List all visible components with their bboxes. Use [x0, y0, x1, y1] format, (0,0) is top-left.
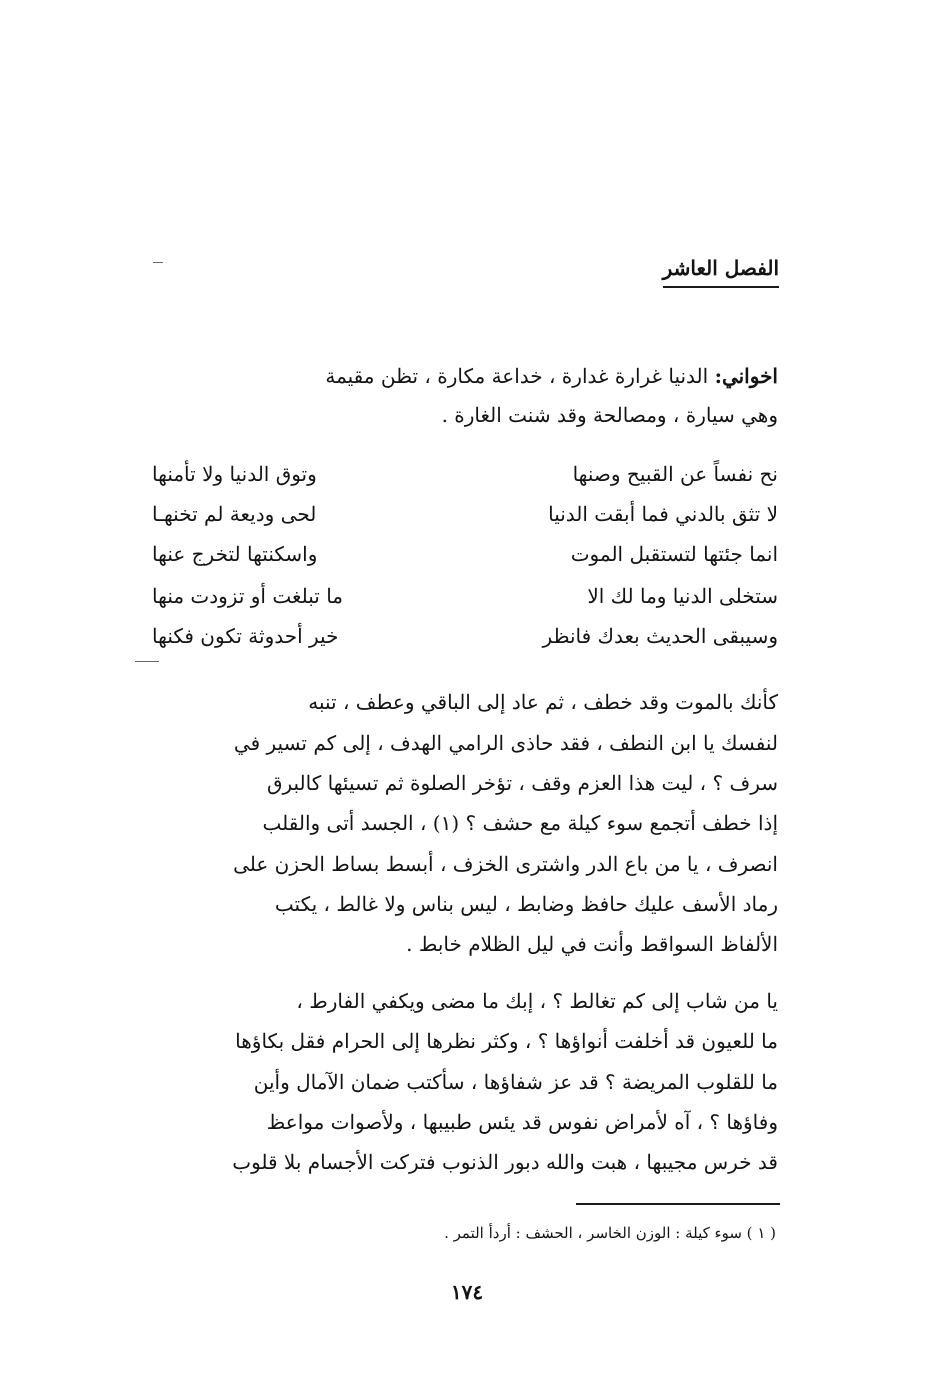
verse-first-hemistich: ستخلى الدنيا وما لك الا — [587, 584, 778, 608]
page-number: ١٧٤ — [450, 1280, 484, 1304]
text-line: الألفاظ السواقط وأنت في ليل الظلام خابط . — [406, 932, 778, 956]
text-line: إذا خطف أتجمع سوء كيلة مع حشف ؟ (١) ، الجسد أتى والقلب — [262, 811, 778, 835]
chapter-title: الفصل العاشر — [663, 256, 779, 288]
text-line: وهي سيارة ، ومصالحة وقد شنت الغارة . — [441, 403, 778, 427]
verse-second-hemistich: لحى وديعة لم تخنهـا — [152, 502, 317, 526]
verse-line — [152, 502, 778, 526]
lead-word: اخواني: — [714, 364, 778, 388]
text-run: الدنيا غرارة غدارة ، خداعة مكارة ، تظن مقيمة — [325, 364, 715, 388]
text-line: يا من شاب إلى كم تغالط ؟ ، إبك ما مضى ويكفي الفارط ، — [296, 989, 778, 1013]
text-line: ما للقلوب المريضة ؟ قد عز شفاؤها ، سأكتب ضمان الآمال وأين — [253, 1070, 778, 1094]
verse-line — [152, 542, 778, 566]
footnote: ( ١ ) سوء كيلة : الوزن الخاسر ، الحشف : أردأ التمر . — [444, 1224, 776, 1242]
text-line: كأنك بالموت وقد خطف ، ثم عاد إلى الباقي وعطف ، تنبه — [308, 690, 778, 714]
footnote-separator — [576, 1203, 780, 1205]
text-line: انصرف ، يا من باع الدر واشترى الخزف ، أبسط بساط الحزن على — [233, 852, 778, 876]
text-line — [325, 364, 778, 388]
verse-line — [152, 624, 778, 648]
verse-second-hemistich: خير أحدوثة تكون فكنها — [152, 624, 339, 648]
verse-second-hemistich: ما تبلغت أو تزودت منها — [152, 584, 344, 608]
verse-line — [152, 462, 778, 486]
text-line: وفاؤها ؟ ، آه لأمراض نفوس قد يئس طبيبها ، ولأصوات مواعظ — [266, 1110, 778, 1134]
text-line: رماد الأسف عليك حافظ وضابط ، ليس بناس ولا غالط ، يكتب — [274, 892, 778, 916]
verse-first-hemistich: لا تثق بالدني فما أبقت الدنيا — [548, 502, 778, 526]
scan-speck — [153, 262, 163, 263]
scan-speck — [135, 661, 159, 662]
verse-first-hemistich: وسيبقى الحديث بعدك فانظر — [542, 624, 778, 648]
verse-second-hemistich: وتوق الدنيا ولا تأمنها — [152, 462, 317, 486]
verse-line — [152, 584, 778, 608]
text-line: قد خرس مجيبها ، هبت والله دبور الذنوب فتركت الأجسام بلا قلوب — [232, 1150, 778, 1174]
text-line: لنفسك يا ابن النطف ، فقد حاذى الرامي الهدف ، إلى كم تسير في — [233, 731, 778, 755]
text-line: سرف ؟ ، ليت هذا العزم وقف ، تؤخر الصلوة ثم تسيئها كالبرق — [266, 771, 778, 795]
verse-first-hemistich: انما جئتها لتستقبل الموت — [570, 542, 778, 566]
verse-first-hemistich: نح نفساً عن القبيح وصنها — [572, 462, 778, 486]
text-line: ما للعيون قد أخلفت أنواؤها ؟ ، وكثر نظرها إلى الحرام فقل بكاؤها — [235, 1029, 778, 1053]
verse-second-hemistich: واسكنتها لتخرج عنها — [152, 542, 318, 566]
